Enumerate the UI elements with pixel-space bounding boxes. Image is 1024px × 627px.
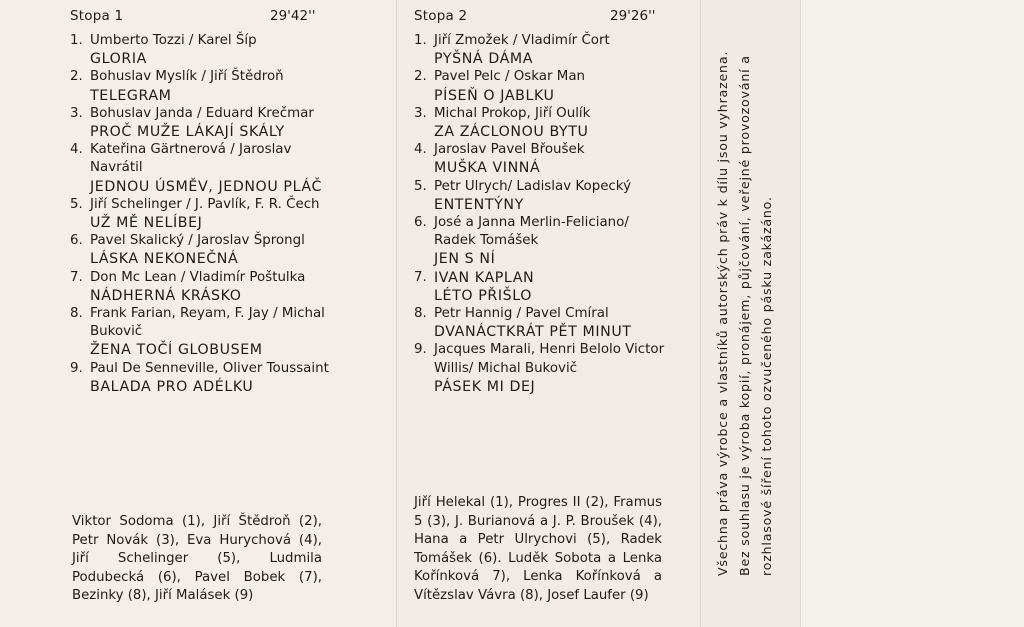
track-title: MUŠKA VINNÁ (434, 160, 541, 177)
fold-line (800, 0, 801, 627)
track-item (70, 32, 330, 68)
track-number: 4. (414, 142, 427, 158)
track-item (70, 141, 330, 196)
track-authors: Jaroslav Pavel Břoušek (434, 142, 585, 158)
track-item (414, 305, 666, 341)
track-item (414, 341, 666, 396)
track-title: PROČ MUŽE LÁKAJÍ SKÁLY (90, 124, 285, 141)
track-item (70, 232, 330, 268)
track-title: BALADA PRO ADÉLKU (90, 378, 254, 395)
side-1-performers: Viktor Sodoma (1), Jiří Štědroň (2), Petr Novák (3), Eva Hurychová (4), Jiří Schelinger (5), Ludmila Podubecká (6), Pavel Bobek (7), Bezinky (8), Jiří Malásek (9) (72, 514, 322, 604)
fold-line (700, 0, 701, 627)
track-item (414, 141, 666, 177)
track-number: 5. (70, 196, 83, 212)
track-title: TELEGRAM (90, 87, 172, 104)
track-authors: IVAN KAPLAN (434, 269, 535, 286)
track-title: PÁSEK MI DEJ (434, 378, 536, 395)
track-number: 2. (414, 69, 427, 85)
track-item (414, 105, 666, 141)
track-title: ENTENTÝNY (434, 196, 524, 213)
side-2-duration: 29'26'' (610, 8, 656, 24)
side-1-duration: 29'42'' (270, 8, 316, 24)
track-title: ZA ZÁCLONOU BYTU (434, 124, 589, 141)
track-number: 9. (414, 342, 427, 358)
track-number: 8. (414, 306, 427, 322)
track-authors: Frank Farian, Reyam, F. Jay / Michal Bukovič (90, 306, 325, 340)
track-number: 7. (70, 269, 83, 285)
track-number: 8. (70, 306, 83, 322)
track-authors: Bohuslav Janda / Eduard Krečmar (90, 105, 314, 121)
track-authors: Jiří Schelinger / J. Pavlík, F. R. Čech (90, 196, 320, 212)
track-authors: Jiří Zmožek / Vladimír Čort (434, 33, 610, 48)
track-title: ŽENA TOČÍ GLOBUSEM (90, 342, 263, 359)
track-title: JEDNOU ÚSMĚV, JEDNOU PLÁČ (90, 178, 322, 195)
track-title: UŽ MĚ NELÍBEJ (90, 215, 203, 232)
track-title: LÁSKA NEKONEČNÁ (90, 251, 239, 268)
track-item (70, 68, 330, 104)
track-title: JEN S NÍ (434, 251, 496, 268)
track-authors: Petr Ulrych/ Ladislav Kopecký (434, 178, 631, 194)
track-number: 6. (414, 215, 427, 231)
track-number: 7. (414, 269, 427, 285)
track-item (70, 105, 330, 141)
track-authors: Kateřina Gärtnerová / Jaroslav Navrátil (90, 142, 292, 176)
track-authors: Jacques Marali, Henri Belolo Victor Willis/ Michal Bukovič (434, 342, 665, 376)
track-title: LÉTO PŘIŠLO (434, 287, 532, 304)
track-title: DVANÁCTKRÁT PĚT MINUT (434, 324, 632, 341)
track-item (414, 68, 666, 104)
track-item (414, 178, 666, 214)
track-item (414, 269, 666, 305)
track-authors: Umberto Tozzi / Karel Šíp (90, 33, 257, 48)
track-title: GLORIA (90, 51, 147, 68)
track-authors: Michal Prokop, Jiří Oulík (434, 105, 591, 121)
track-number: 3. (70, 105, 83, 121)
track-authors: Paul De Senneville, Oliver Toussaint (90, 360, 329, 376)
rights-notice: Všechna práva výrobce a vlastníků autorských práv k dílu jsou vyhrazena. Bez souhlasu je výroba kopií, pronájem, půjčování, veřejné provozování a rozhlasové šíření tohoto ozvučeného pásku zakázáno. (715, 50, 774, 576)
track-number: 3. (414, 105, 427, 121)
track-number: 6. (70, 233, 83, 249)
track-title: PÍSEŇ O JABLKU (434, 87, 555, 104)
fold-line (396, 0, 397, 627)
track-authors: Pavel Skalický / Jaroslav Šprongl (90, 233, 305, 249)
track-title: NÁDHERNÁ KRÁSKO (90, 287, 242, 304)
track-authors: José a Janna Merlin-Feliciano/ Radek Tomášek (434, 215, 629, 249)
track-number: 1. (414, 33, 427, 48)
side-2-performers: Jiří Helekal (1), Progres II (2), Framus 5 (3), J. Burianová a J. P. Broušek (4), Hana a Petr Ulrychovi (5), Radek Tomášek (6). Luděk Sobota a Lenka Kořínková 7), Lenka Kořínková a Vítězslav Vávra (8), Josef Laufer (9) (414, 495, 662, 603)
blank-panel (800, 0, 1024, 627)
track-item (70, 305, 330, 360)
track-item (70, 360, 330, 396)
track-item (414, 32, 666, 68)
track-number: 9. (70, 360, 83, 376)
track-authors: Pavel Pelc / Oskar Man (434, 69, 586, 85)
side-1-tracklist (70, 32, 330, 396)
track-number: 4. (70, 142, 83, 158)
track-title: PYŠNÁ DÁMA (434, 51, 534, 68)
track-item (414, 214, 666, 269)
track-authors: Petr Hannig / Pavel Cmíral (434, 306, 609, 322)
track-item (70, 196, 330, 232)
side-2-label: Stopa 2 (414, 8, 468, 24)
track-authors: Bohuslav Myslík / Jiří Štědroň (90, 69, 284, 85)
track-number: 2. (70, 69, 83, 85)
track-number: 5. (414, 178, 427, 194)
track-item (70, 269, 330, 305)
track-authors: Don Mc Lean / Vladimír Poštulka (90, 269, 306, 285)
side-1-label: Stopa 1 (70, 8, 124, 24)
side-2-tracklist (414, 32, 666, 396)
track-number: 1. (70, 33, 83, 48)
